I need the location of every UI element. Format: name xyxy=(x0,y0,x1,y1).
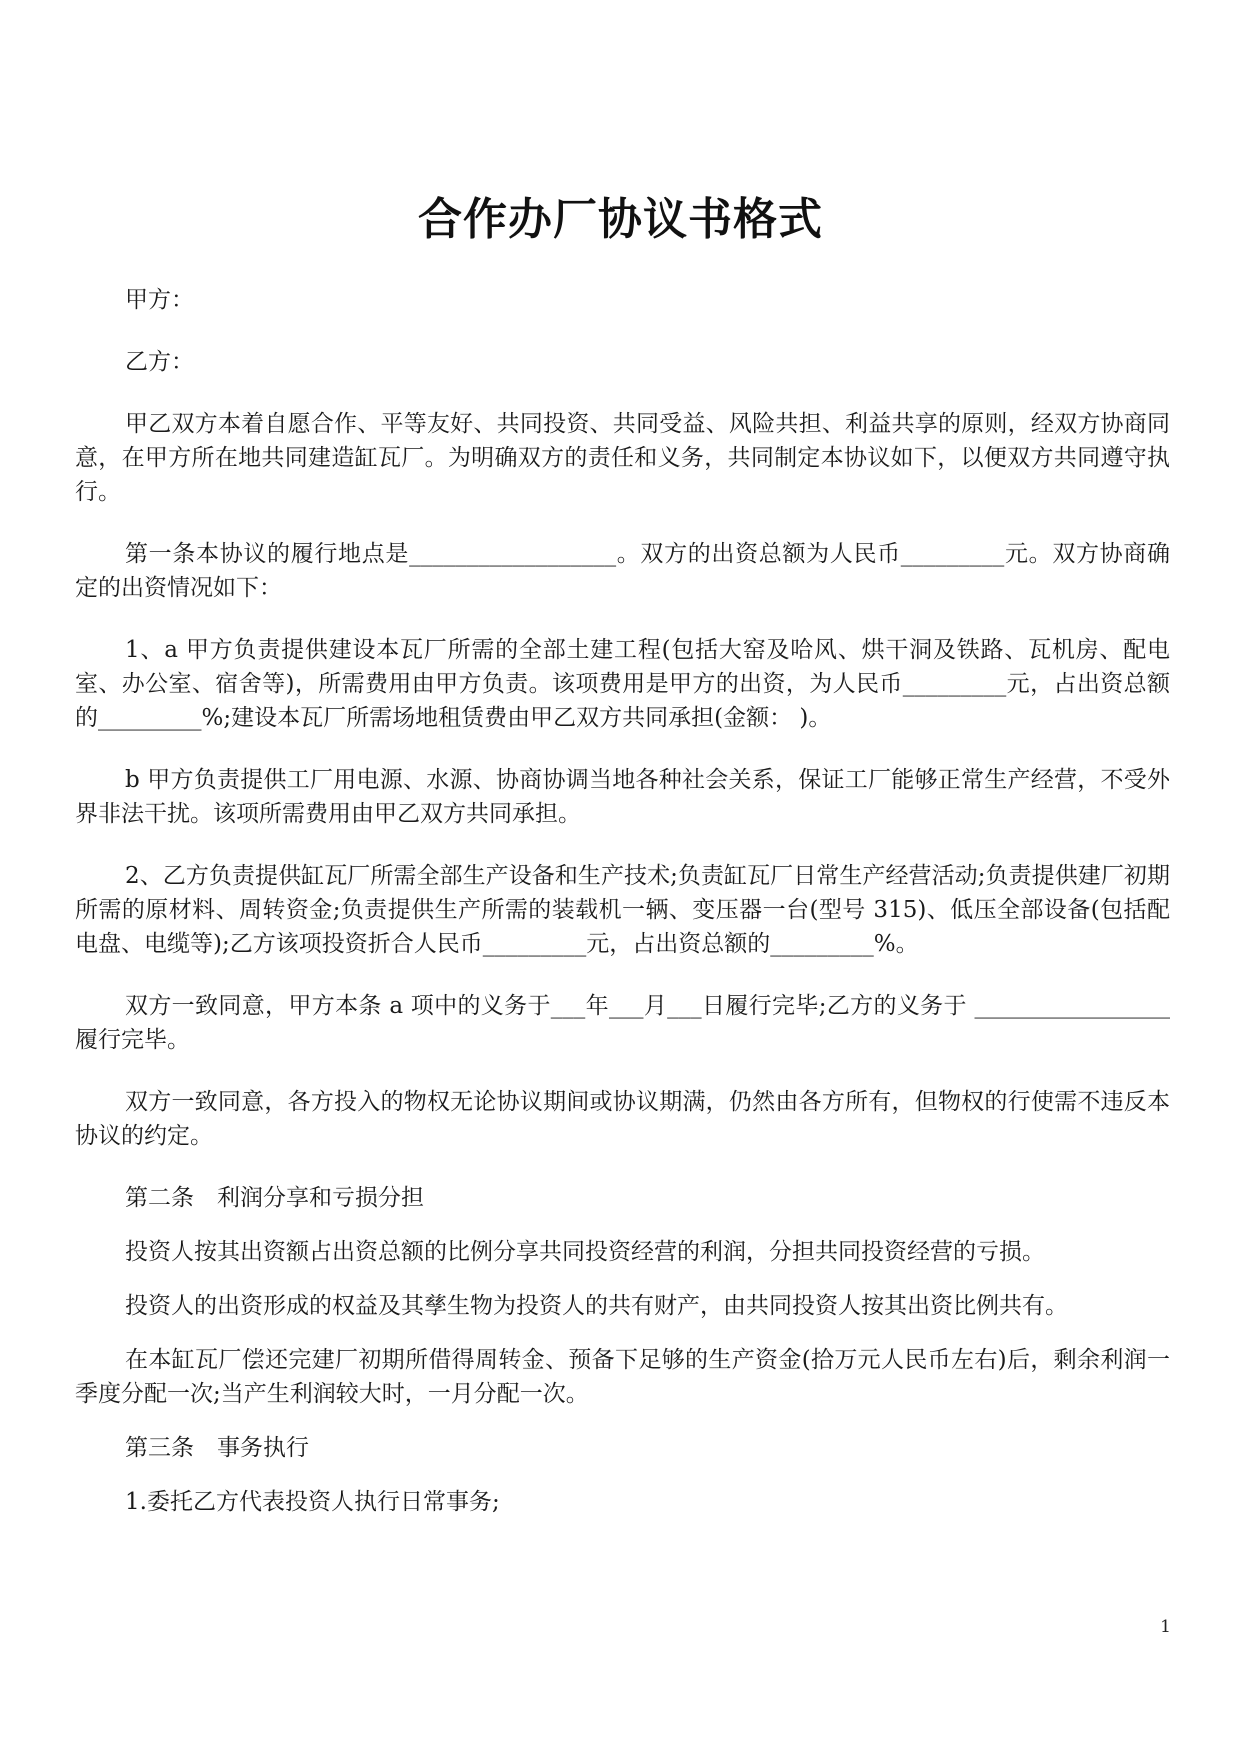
party-b-line: 乙方： xyxy=(125,349,194,375)
party-a-line: 甲方： xyxy=(125,287,194,313)
profit-share-paragraph: 投资人按其出资额占出资总额的比例分享共同投资经营的利润，分担共同投资经营的亏损。 xyxy=(125,1239,1045,1265)
document-body xyxy=(75,283,1170,1539)
property-rights-paragraph: 双方一致同意，各方投入的物权无论协议期间或协议期满，仍然由各方所有，但物权的行使需不违反本协议的约定。 xyxy=(75,1089,1170,1149)
joint-property-paragraph: 投资人的出资形成的权益及其孳生物为投资人的共有财产，由共同投资人按其出资比例共有。 xyxy=(125,1293,1068,1319)
page-number: 1 xyxy=(1160,1617,1171,1637)
article-3-item-1: 1.委托乙方代表投资人执行日常事务; xyxy=(125,1489,500,1515)
article-1-item-1b: b 甲方负责提供工厂用电源、水源、协商协调当地各种社会关系，保证工厂能够正常生产经营，不受外界非法干扰。该项所需费用由甲乙双方共同承担。 xyxy=(75,767,1170,827)
article-1-item-1a: 1、a 甲方负责提供建设本瓦厂所需的全部土建工程(包括大窑及哈风、烘干洞及铁路、瓦机房、配电室、办公室、宿舍等)，所需费用由甲方负责。该项费用是甲方的出资，为人民币_________元，占出资总额的_________%;建设本瓦厂所需场地租赁费由甲乙双方共同承担(金额： )。 xyxy=(75,637,1170,731)
article-1-paragraph: 第一条本协议的履行地点是__________________。双方的出资总额为人民币_________元。双方协商确定的出资情况如下： xyxy=(75,541,1170,601)
preamble-paragraph: 甲乙双方本着自愿合作、平等友好、共同投资、共同受益、风险共担、利益共享的原则，经双方协商同意，在甲方所在地共同建造缸瓦厂。为明确双方的责任和义务，共同制定本协议如下，以便双方共同遵守执行。 xyxy=(75,411,1170,505)
document-title: 合作办厂协议书格式 xyxy=(418,194,823,245)
article-2-heading: 第二条 利润分享和亏损分担 xyxy=(125,1185,424,1211)
profit-distribution-paragraph: 在本缸瓦厂偿还完建厂初期所借得周转金、预备下足够的生产资金(拾万元人民币左右)后，剩余利润一季度分配一次;当产生利润较大时，一月分配一次。 xyxy=(75,1347,1170,1407)
article-3-heading: 第三条 事务执行 xyxy=(125,1435,309,1461)
article-1-item-2: 2、乙方负责提供缸瓦厂所需全部生产设备和生产技术;负责缸瓦厂日常生产经营活动;负责提供建厂初期所需的原材料、周转资金;负责提供生产所需的装载机一辆、变压器一台(型号 315)、低压全部设备(包括配电盘、电缆等);乙方该项投资折合人民币_________元，占出资总额的_________%。 xyxy=(75,863,1170,957)
obligation-deadline-paragraph: 双方一致同意，甲方本条 a 项中的义务于___年___月___日履行完毕;乙方的义务于 _________________履行完毕。 xyxy=(75,993,1170,1053)
